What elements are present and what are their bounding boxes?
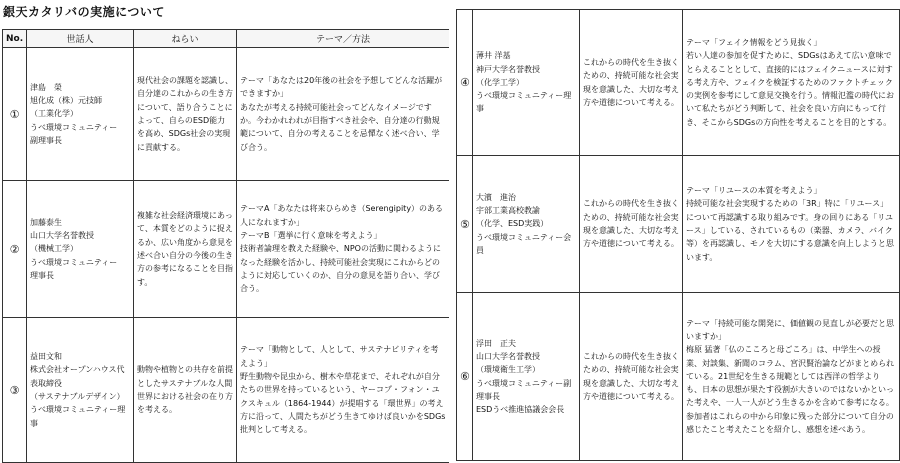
- row-number: ⑤: [457, 156, 473, 293]
- header-aim: ねらい: [134, 30, 237, 48]
- header-theme: テーマ／方法: [237, 30, 450, 48]
- aim-cell: これからの時代を生き抜くための、持続可能な社会実現を意識した、大切な考え方や道徳について考える。: [580, 293, 683, 461]
- host-cell: 薄井 洋基 神戸大学名誉教授 （化学工学） うべ環境コミュニティー理事: [473, 10, 580, 156]
- theme-cell: テーマ「あなたは20年後の社会を予想してどんな活躍ができますか」 あなたが考える持続可能社会ってどんなイメージですか。今わかれわれが目指すべき社会や、自分達の行動規範について、自分の考えることを忌憚なく述べ合い、学び合う。: [237, 48, 450, 181]
- aim-cell: これからの時代を生き抜くための、持続可能な社会実現を意識した、大切な考え方や道徳について考える。: [580, 156, 683, 293]
- right-table: [456, 9, 900, 461]
- aim-cell: 現代社会の課題を認識し、自分達のこれからの生き方について、語り合うことによって、自らのESD能力を高め、SDGs社会の実現に貢献する。: [134, 48, 237, 181]
- theme-cell: テーマ「フェイク情報をどう見抜く」 若い人達の参加を促すために、SDGsはあえて広い意味でとらえることとして、直接的にはフェイクニュースに対する考え方や、フェイクを検証するためのファクトチェックの実例を参考にして意見交換を行う。情報氾濫の時代において私たちがどう判断して、社会を良い方向にもって行き、そこからSDGsの方向性を考えることを目的とする。: [683, 10, 900, 156]
- theme-cell: テーマA「あなたは将来ひらめき（Serengipity）のある人になれますか」 テーマB「選挙に行く意味を考えよう」 技術者論理を教えた経験や、NPOの活動に関わるようになった経験を活かし、持続可能社会実現にこれからどのように対応していくのか、自分の意見を語り合い、学び合う。: [237, 181, 450, 318]
- table-row: [3, 318, 450, 463]
- header-host: 世話人: [27, 30, 134, 48]
- theme-cell: テーマ「リユースの本質を考えよう」 持続可能な社会実現するための「3R」特に「リユース」について再認識する取り組みです。身の回りにある「リユース」している、されているもの（楽器、カメラ、バイク等）を再認識し、モノを大切にする意識を向上しようと思います。: [683, 156, 900, 293]
- table-header-row: [3, 30, 450, 48]
- host-cell: 浮田 正夫 山口大学名誉教授 （環境衛生工学） うべ環境コミュニティー副理事長 ESDうべ推進協議会会長: [473, 293, 580, 461]
- header-no: No.: [3, 30, 27, 48]
- table-row: [457, 10, 900, 156]
- host-cell: 大濱 進治 宇部工業高校教諭 （化学、ESD実践） うべ環境コミュニティー会員: [473, 156, 580, 293]
- table-row: [3, 48, 450, 181]
- row-number: ①: [3, 48, 27, 181]
- row-number: ②: [3, 181, 27, 318]
- host-cell: 加藤泰生 山口大学名誉教授 （機械工学） うべ環境コミュニティー 理事長: [27, 181, 134, 318]
- column-gap: [449, 0, 456, 463]
- theme-cell: テーマ「動物として、人として、サステナビリティを考えよう」 野生動物や昆虫から、樹木や草花まで、それぞれが自分たちの世界を持っているという、ヤーコプ・フォン・ユクスキュル（1864-1944）が提唱する「環世界」の考え方に沿って、人間たちがどう生きてゆけば良いかをSDGs批判として考える。: [237, 318, 450, 463]
- table-row: [3, 181, 450, 318]
- host-cell: 益田文和 株式会社オープンハウス代表取締役 （サステナブルデザイン） うべ環境コミュニティー理事: [27, 318, 134, 463]
- host-cell: 津島 榮 旭化成（株）元技師 （工業化学） うべ環境コミュニティー 副理事長: [27, 48, 134, 181]
- row-number: ④: [457, 10, 473, 156]
- table-row: [457, 293, 900, 461]
- row-number: ⑥: [457, 293, 473, 461]
- theme-cell: テーマ「持続可能な開発に、価値観の見直しが必要だと思いますか」 梅原 猛著「仏のこころと母ごころ」は、中学生への授業、対談集、新聞のコラム、宮沢賢治論などがまとめられている。21世紀を生きる規範としては西洋の哲学よりも、日本の思想が果たす役割が大きいのではないかといった考えや、一人一人がどう生きるかを含めて参考になる。参加者はこれらの中から印象に残った部分について自分の感じたこと考えたことを紹介し、感想を述べあう。: [683, 293, 900, 461]
- row-number: ③: [3, 318, 27, 463]
- table-row: [457, 156, 900, 293]
- page-title: 銀天カタリバの実施について: [3, 5, 165, 19]
- aim-cell: 動物や植物との共存を前提としたサステナブルな人間世界における社会の在り方を考える。: [134, 318, 237, 463]
- aim-cell: これからの時代を生き抜くための、持続可能な社会実現を意識した、大切な考え方や道徳について考える。: [580, 10, 683, 156]
- left-table: [2, 29, 450, 463]
- aim-cell: 複雑な社会経済環境にあって、本質をどのように捉えるか、広い角度から意見を述べ合い自分の今後の生き方の参考になることを目指す。: [134, 181, 237, 318]
